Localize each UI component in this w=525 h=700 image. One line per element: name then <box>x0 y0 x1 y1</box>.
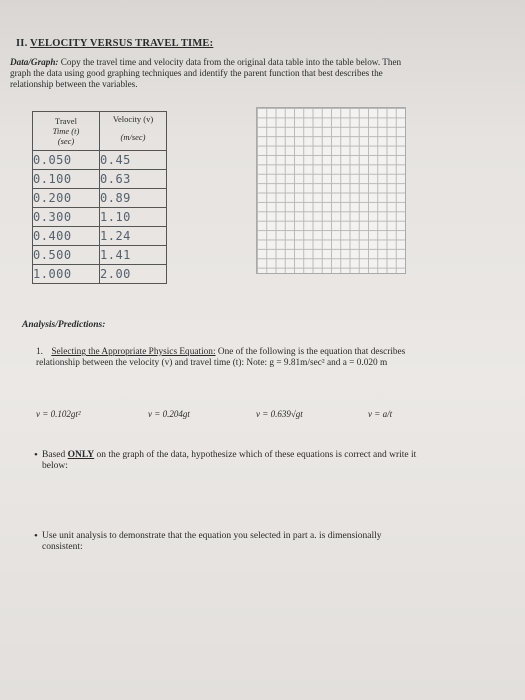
intro-label: Data/Graph: <box>10 57 59 67</box>
data-table <box>32 111 167 284</box>
velocity-cell: 2.00 <box>100 265 167 284</box>
bullet-2-text: Use unit analysis to demonstrate that the equation you selected in part a. is dimensionally consistent: <box>42 531 382 552</box>
velocity-cell: 1.10 <box>100 208 167 227</box>
col1-header-line2: Time (t) <box>52 126 80 136</box>
time-cell: 0.050 <box>33 151 100 170</box>
question-1-number: 1. <box>36 347 43 357</box>
section-number: II. <box>16 38 28 49</box>
question-1-text: One of the following is the equation that describes relationship between the velocity (v) and travel time (t): Note: g = 9.81m/sec² and a = 0.020 m <box>36 347 406 368</box>
bullet-unit-analysis <box>34 530 422 553</box>
equation-option-1: v = 0.102gt² <box>36 409 81 419</box>
section-heading <box>16 38 213 49</box>
col1-header-line1: Travel <box>55 116 77 126</box>
section-title: VELOCITY VERSUS TRAVEL TIME: <box>30 38 214 49</box>
equation-option-3: v = 0.639√gt <box>256 409 303 419</box>
bullet-1-pre: Based <box>42 450 68 460</box>
col2-header-spacer <box>100 124 166 132</box>
table-row <box>33 189 167 208</box>
analysis-heading: Analysis/Predictions: <box>22 320 106 330</box>
bullet-icon: • <box>34 530 38 542</box>
question-1-label: Selecting the Appropriate Physics Equation: <box>51 347 216 357</box>
bullet-1-bold: ONLY <box>67 450 95 460</box>
equation-option-2: v = 0.204gt <box>148 409 190 419</box>
bullet-1-post: on the graph of the data, hypothesize which of these equations is correct and write it below: <box>42 450 417 471</box>
velocity-cell: 1.41 <box>100 246 167 265</box>
table-row <box>33 246 167 265</box>
table-header-row <box>33 112 167 151</box>
table-row <box>33 170 167 189</box>
table-row <box>33 151 167 170</box>
col1-header <box>33 112 100 151</box>
intro-text: Copy the travel time and velocity data from the original data table into the table below. Then graph the data using good graphing techniques and identify the parent function that best describes the relationship between the variables. <box>10 57 402 89</box>
intro-paragraph <box>10 57 410 90</box>
col1-header-line3: (sec) <box>57 136 75 146</box>
col2-header-line3: (m/sec) <box>120 132 146 142</box>
time-cell: 0.200 <box>33 189 100 208</box>
equation-option-4: v = a/t <box>368 409 393 419</box>
col2-header <box>100 112 167 151</box>
time-cell: 0.100 <box>33 170 100 189</box>
velocity-cell: 1.24 <box>100 227 167 246</box>
table-row <box>33 208 167 227</box>
velocity-cell: 0.63 <box>100 170 167 189</box>
col2-header-line1: Velocity (v) <box>112 114 154 124</box>
table-row <box>33 265 167 284</box>
bullet-hypothesize <box>34 449 422 472</box>
question-1 <box>36 347 426 369</box>
time-cell: 0.400 <box>33 227 100 246</box>
table-row <box>33 227 167 246</box>
velocity-cell: 0.89 <box>100 189 167 208</box>
time-cell: 0.500 <box>33 246 100 265</box>
time-cell: 0.300 <box>33 208 100 227</box>
bullet-icon: • <box>34 449 38 461</box>
velocity-cell: 0.45 <box>100 151 167 170</box>
time-cell: 1.000 <box>33 265 100 284</box>
graph-paper-grid <box>256 107 406 274</box>
